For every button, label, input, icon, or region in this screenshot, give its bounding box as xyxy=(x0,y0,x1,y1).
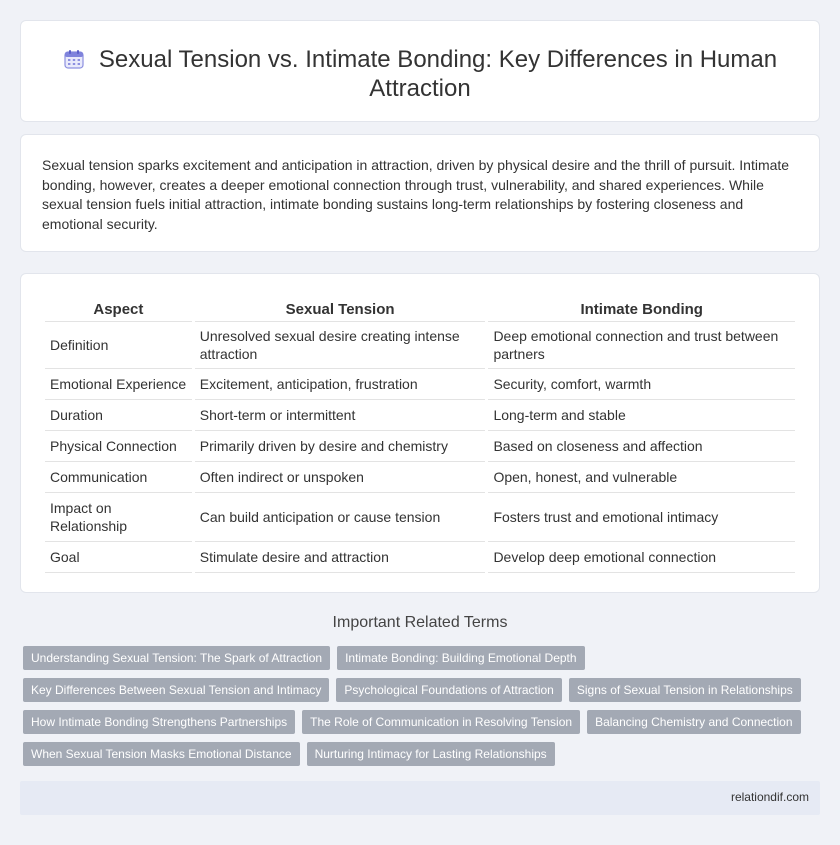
comparison-table-card xyxy=(20,273,820,593)
related-term-link[interactable]: Intimate Bonding: Building Emotional Depth xyxy=(337,646,584,670)
related-term-link[interactable]: Signs of Sexual Tension in Relationships xyxy=(569,678,801,702)
related-term-link[interactable]: Understanding Sexual Tension: The Spark of Attraction xyxy=(23,646,330,670)
table-header-row xyxy=(45,294,795,322)
related-terms-title: Important Related Terms xyxy=(332,614,508,631)
cell-sexual-tension: Can build anticipation or cause tension xyxy=(195,493,486,542)
related-term-link[interactable]: The Role of Communication in Resolving Tension xyxy=(302,710,580,734)
related-term-link[interactable]: Psychological Foundations of Attraction xyxy=(336,678,561,702)
cell-sexual-tension: Unresolved sexual desire creating intense attraction xyxy=(195,322,486,369)
cell-intimate-bonding: Long-term and stable xyxy=(488,400,795,431)
cell-aspect: Emotional Experience xyxy=(45,369,192,400)
cell-aspect: Duration xyxy=(45,400,192,431)
calendar-icon xyxy=(63,48,85,70)
header-sexual-tension: Sexual Tension xyxy=(195,294,486,322)
table-row xyxy=(45,369,795,400)
related-term-link[interactable]: When Sexual Tension Masks Emotional Distance xyxy=(23,742,300,766)
table-row xyxy=(45,542,795,573)
related-term-link[interactable]: Nurturing Intimacy for Lasting Relationships xyxy=(307,742,555,766)
header-intimate-bonding: Intimate Bonding xyxy=(488,294,795,322)
cell-sexual-tension: Often indirect or unspoken xyxy=(195,462,486,493)
table-row xyxy=(45,322,795,369)
cell-intimate-bonding: Based on closeness and affection xyxy=(488,431,795,462)
related-term-link[interactable]: Key Differences Between Sexual Tension and Intimacy xyxy=(23,678,329,702)
table-row xyxy=(45,462,795,493)
related-terms-list xyxy=(23,646,823,774)
comparison-table xyxy=(42,294,798,573)
related-term-link[interactable]: Balancing Chemistry and Connection xyxy=(587,710,800,734)
intro-paragraph: Sexual tension sparks excitement and anticipation in attraction, driven by physical desire and the thrill of pursuit. Intimate bonding, however, creates a deeper emotional connection through trust, vulnerability, and shared experiences. While sexual tension fuels initial attraction, intimate bonding sustains long-term relationships by fostering closeness and emotional security. xyxy=(42,157,790,232)
cell-sexual-tension: Short-term or intermittent xyxy=(195,400,486,431)
page-title-row xyxy=(21,45,819,103)
cell-sexual-tension: Excitement, anticipation, frustration xyxy=(195,369,486,400)
cell-intimate-bonding: Fosters trust and emotional intimacy xyxy=(488,493,795,542)
cell-intimate-bonding: Develop deep emotional connection xyxy=(488,542,795,573)
cell-intimate-bonding: Deep emotional connection and trust between partners xyxy=(488,322,795,369)
cell-sexual-tension: Stimulate desire and attraction xyxy=(195,542,486,573)
footer-site-link[interactable]: relationdif.com xyxy=(730,790,809,804)
intro-card xyxy=(20,134,820,252)
cell-aspect: Physical Connection xyxy=(45,431,192,462)
footer xyxy=(20,781,820,815)
header-card xyxy=(20,20,820,122)
table-row xyxy=(45,431,795,462)
header-aspect: Aspect xyxy=(45,294,192,322)
related-term-link[interactable]: How Intimate Bonding Strengthens Partnerships xyxy=(23,710,295,734)
cell-aspect: Goal xyxy=(45,542,192,573)
cell-intimate-bonding: Open, honest, and vulnerable xyxy=(488,462,795,493)
cell-aspect: Communication xyxy=(45,462,192,493)
cell-sexual-tension: Primarily driven by desire and chemistry xyxy=(195,431,486,462)
cell-aspect: Impact on Relationship xyxy=(45,493,192,542)
table-row xyxy=(45,400,795,431)
cell-aspect: Definition xyxy=(45,322,192,369)
cell-intimate-bonding: Security, comfort, warmth xyxy=(488,369,795,400)
page-title: Sexual Tension vs. Intimate Bonding: Key Differences in Human Attraction xyxy=(98,46,778,102)
table-row xyxy=(45,493,795,542)
